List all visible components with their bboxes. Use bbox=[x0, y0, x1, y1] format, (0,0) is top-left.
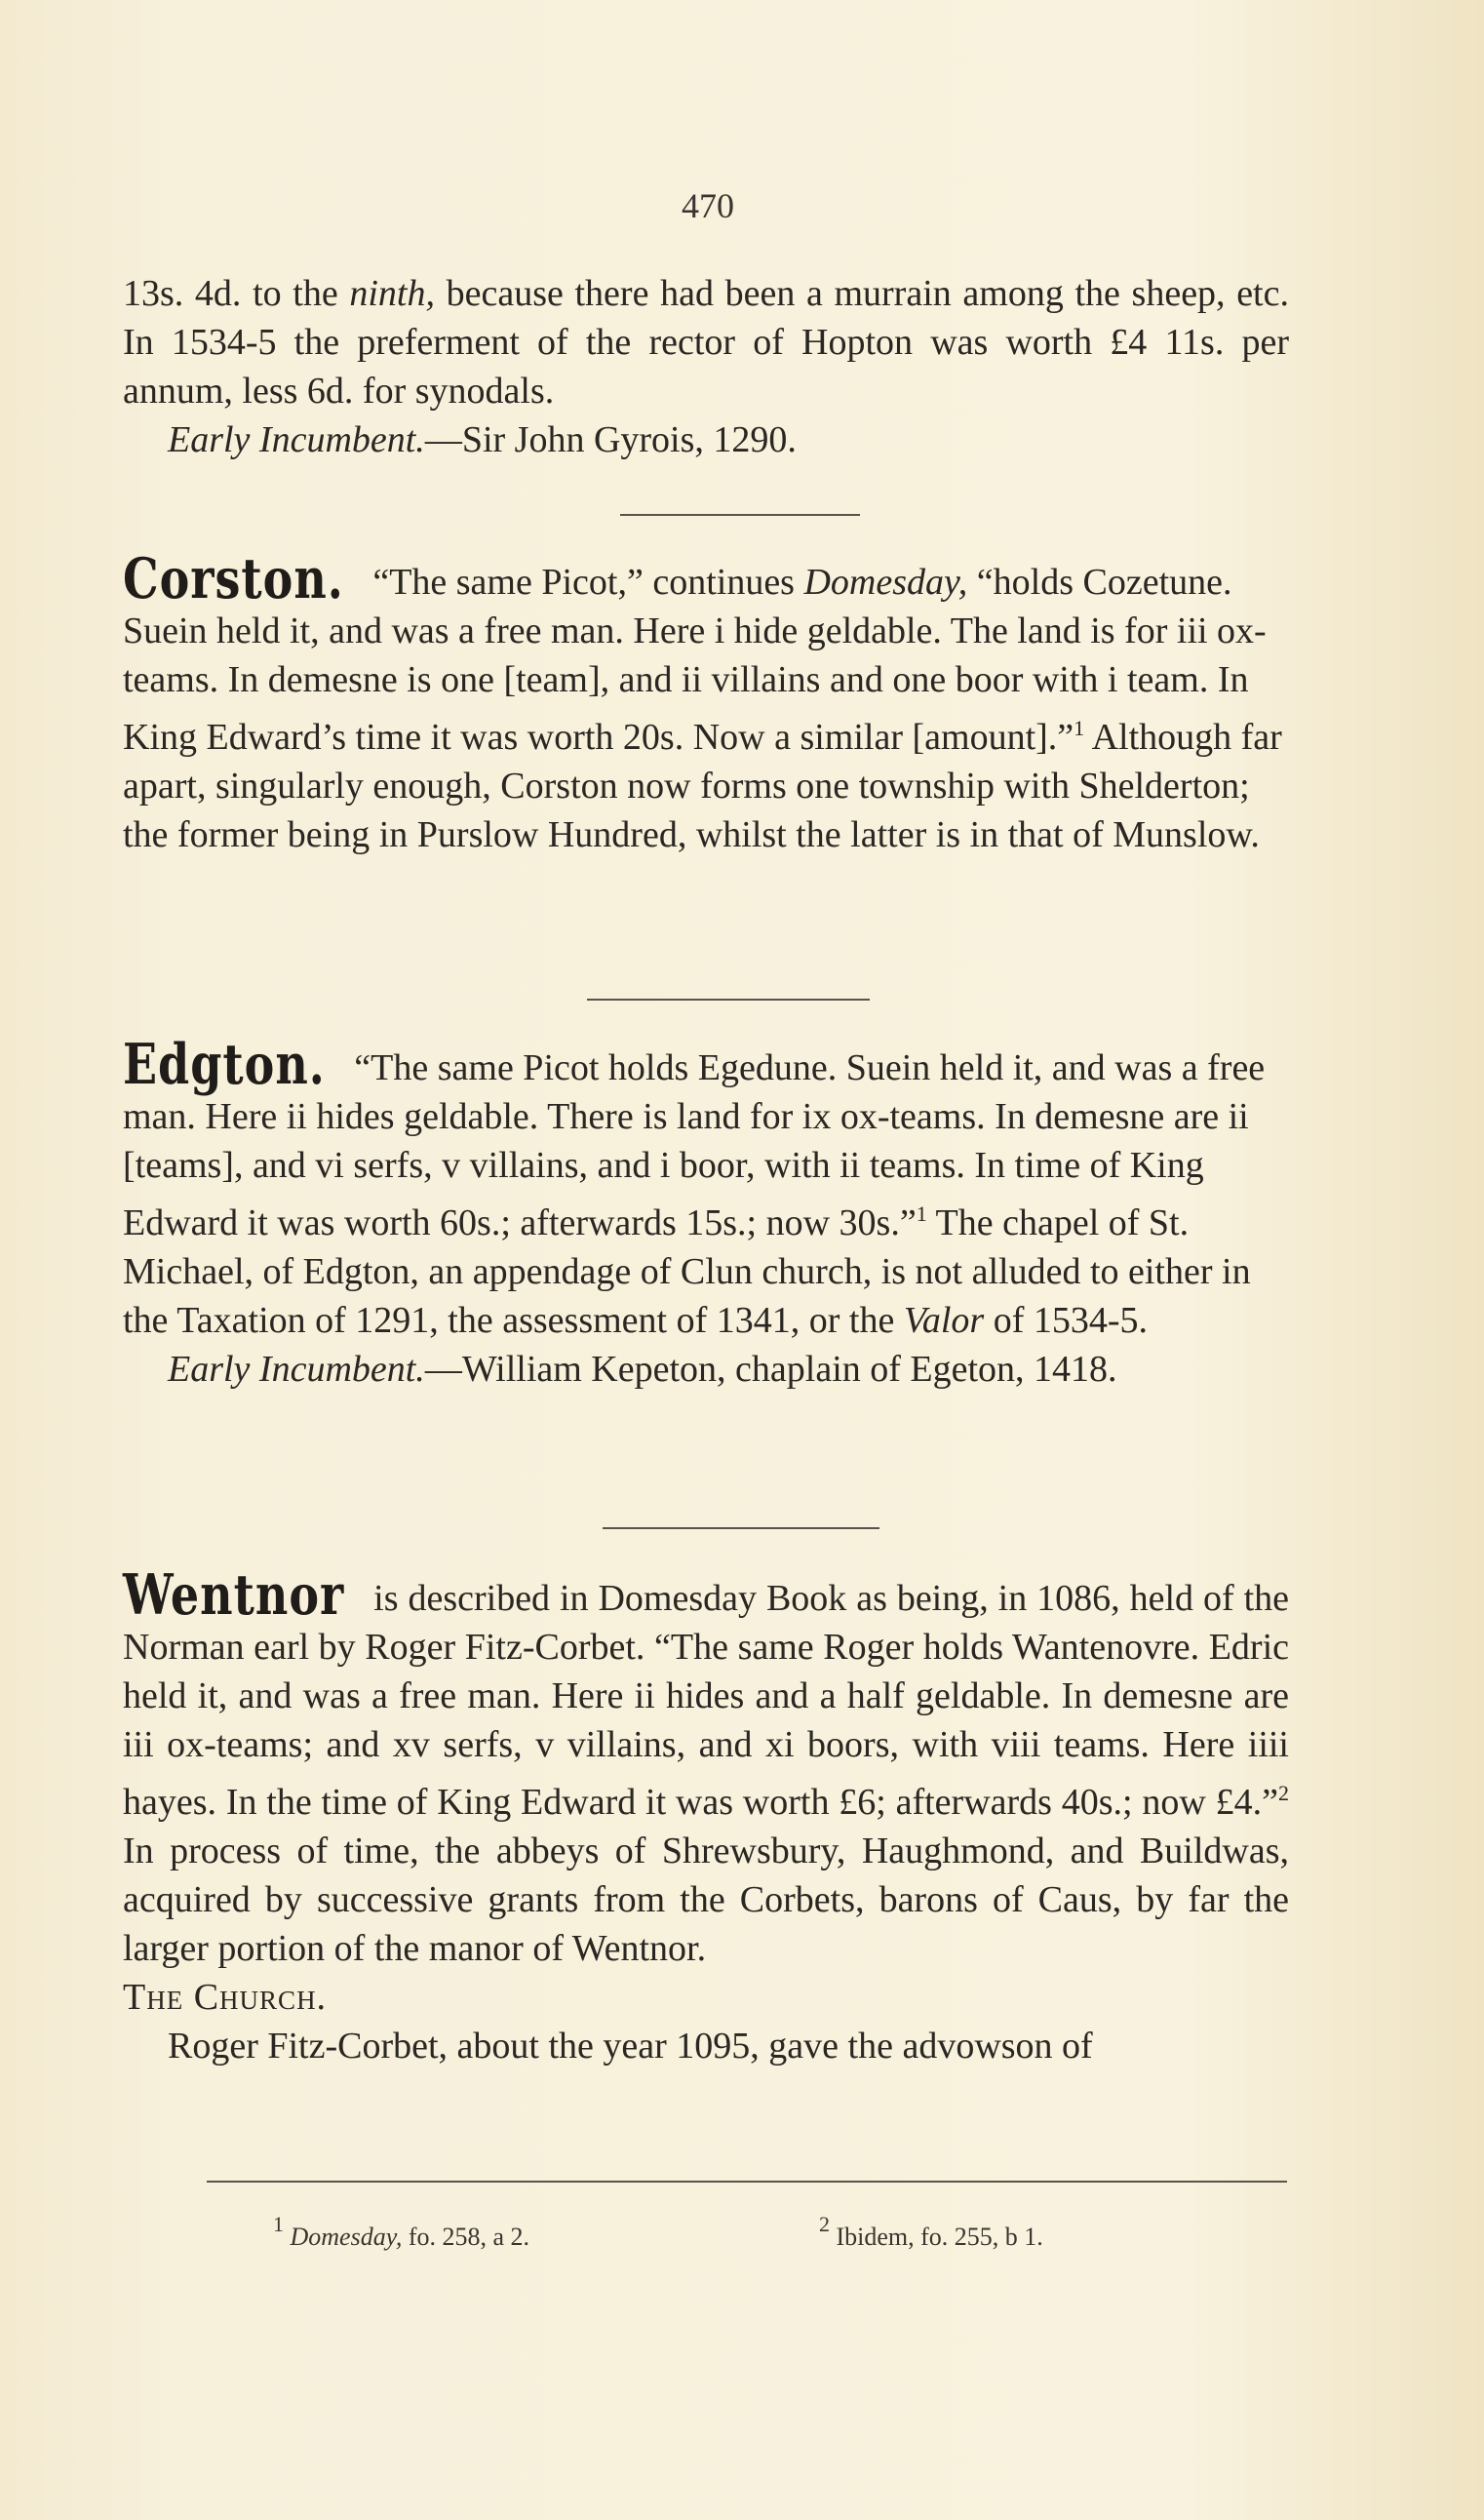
section-divider bbox=[587, 999, 870, 1001]
incumbent-text: —William Kepeton, chaplain of Egeton, 1418. bbox=[424, 1349, 1117, 1390]
wentnor-section bbox=[123, 1561, 1289, 2070]
intro-body bbox=[123, 269, 1289, 415]
edgton-heading: Edgton. bbox=[123, 1031, 326, 1097]
church-text: Roger Fitz-Corbet, about the year 1095, gave the advowson of bbox=[168, 2026, 1093, 2067]
corston-text-a: “The same Picot,” continues bbox=[372, 562, 795, 603]
church-heading: The Church. bbox=[123, 1977, 328, 2018]
edgton-text-b: The chapel of St. Michael, of Edgton, an appendage of Clun church, is not alluded to either in the Taxation of 1291, the assessment of 1341, or the bbox=[123, 1202, 1251, 1341]
footnote-1-source: Domesday, bbox=[290, 2223, 403, 2251]
corston-text-c: Although far apart, singularly enough, Corston now forms one township with Shelderton; the former being in Purslow Hundred, whilst the latter is in that of Munslow. bbox=[123, 717, 1282, 855]
section-divider bbox=[603, 1527, 879, 1529]
footnote-ref: 1 bbox=[916, 1201, 927, 1226]
edgton-text-a: “The same Picot holds Egedune. Suein held it, and was a free man. Here ii hides geldable. There is land for ix ox-teams. In demesne are ii [teams], and vi serfs, v villains, and i boor, with ii teams. In time of King Edward it was worth 60s.; afterwards 15s.; now 30s.” bbox=[123, 1047, 1266, 1243]
corston-paragraph bbox=[123, 545, 1289, 859]
edgton-incumbent bbox=[123, 1345, 1289, 1394]
footnote-1-text: fo. 258, a 2. bbox=[408, 2223, 530, 2251]
intro-italic-ninth: ninth, bbox=[349, 273, 435, 314]
wentnor-heading: Wentnor bbox=[123, 1561, 345, 1628]
intro-text-a: 13s. 4d. to the bbox=[123, 273, 338, 314]
edgton-paragraph bbox=[123, 1031, 1289, 1345]
intro-paragraph bbox=[123, 269, 1289, 464]
corston-heading: Corston. bbox=[123, 545, 344, 611]
edgton-italic-valor: Valor bbox=[903, 1300, 985, 1341]
incumbent-text: —Sir John Gyrois, 1290. bbox=[424, 419, 797, 460]
intro-incumbent bbox=[123, 415, 1289, 464]
incumbent-label: Early Incumbent. bbox=[168, 419, 425, 460]
footnote-divider bbox=[207, 2181, 1287, 2183]
intro-text-b: because there had been a murrain among the sheep, etc. In 1534-5 the preferment of the rector of Hopton was worth £4 11s. per annum, less 6d. for synodals. bbox=[123, 273, 1289, 412]
corston-text-b: “holds Cozetune. Suein held it, and was a free man. Here i hide geldable. The land is for iii ox-teams. In demesne is one [team], and ii villains and one boor with i team. In King Edward’s time it was worth 20s. Now a similar [amount].” bbox=[123, 562, 1267, 758]
footnote-1-mark: 1 bbox=[273, 2212, 284, 2236]
wentnor-paragraph bbox=[123, 1561, 1289, 1973]
edgton-text-c: of 1534-5. bbox=[993, 1300, 1148, 1341]
wentnor-text-a: is described in Domesday Book as being, in 1086, held of the Norman earl by Roger Fitz-Corbet. “The same Roger holds Wantenovre. Edric held it, and was a free man. Here ii hides and a half geldable. In demesne are iii ox-teams; and xv serfs, v villains, and xi boors, with viii teams. Here iiii hayes. In the time of King Edward it was worth £6; afterwards 40s.; now £4.” bbox=[123, 1578, 1289, 1823]
page-number: 470 bbox=[682, 186, 734, 225]
corston-italic-domesday: Domesday, bbox=[803, 562, 968, 603]
section-divider bbox=[620, 514, 860, 516]
incumbent-label: Early Incumbent. bbox=[168, 1349, 425, 1390]
wentnor-text-b: In process of time, the abbeys of Shrewsbury, Haughmond, and Buildwas, acquired by successive grants from the Corbets, barons of Caus, by far the larger portion of the manor of Wentnor. bbox=[123, 1831, 1289, 1969]
corston-section bbox=[123, 545, 1289, 859]
footnote-1 bbox=[273, 2212, 529, 2252]
footnote-2-mark: 2 bbox=[819, 2212, 830, 2236]
footnote-2 bbox=[819, 2212, 1043, 2252]
footnote-ref: 1 bbox=[1074, 716, 1085, 740]
footnote-2-text: Ibidem, fo. 255, b 1. bbox=[836, 2223, 1043, 2251]
footnote-ref: 2 bbox=[1278, 1781, 1289, 1805]
edgton-section bbox=[123, 1031, 1289, 1394]
